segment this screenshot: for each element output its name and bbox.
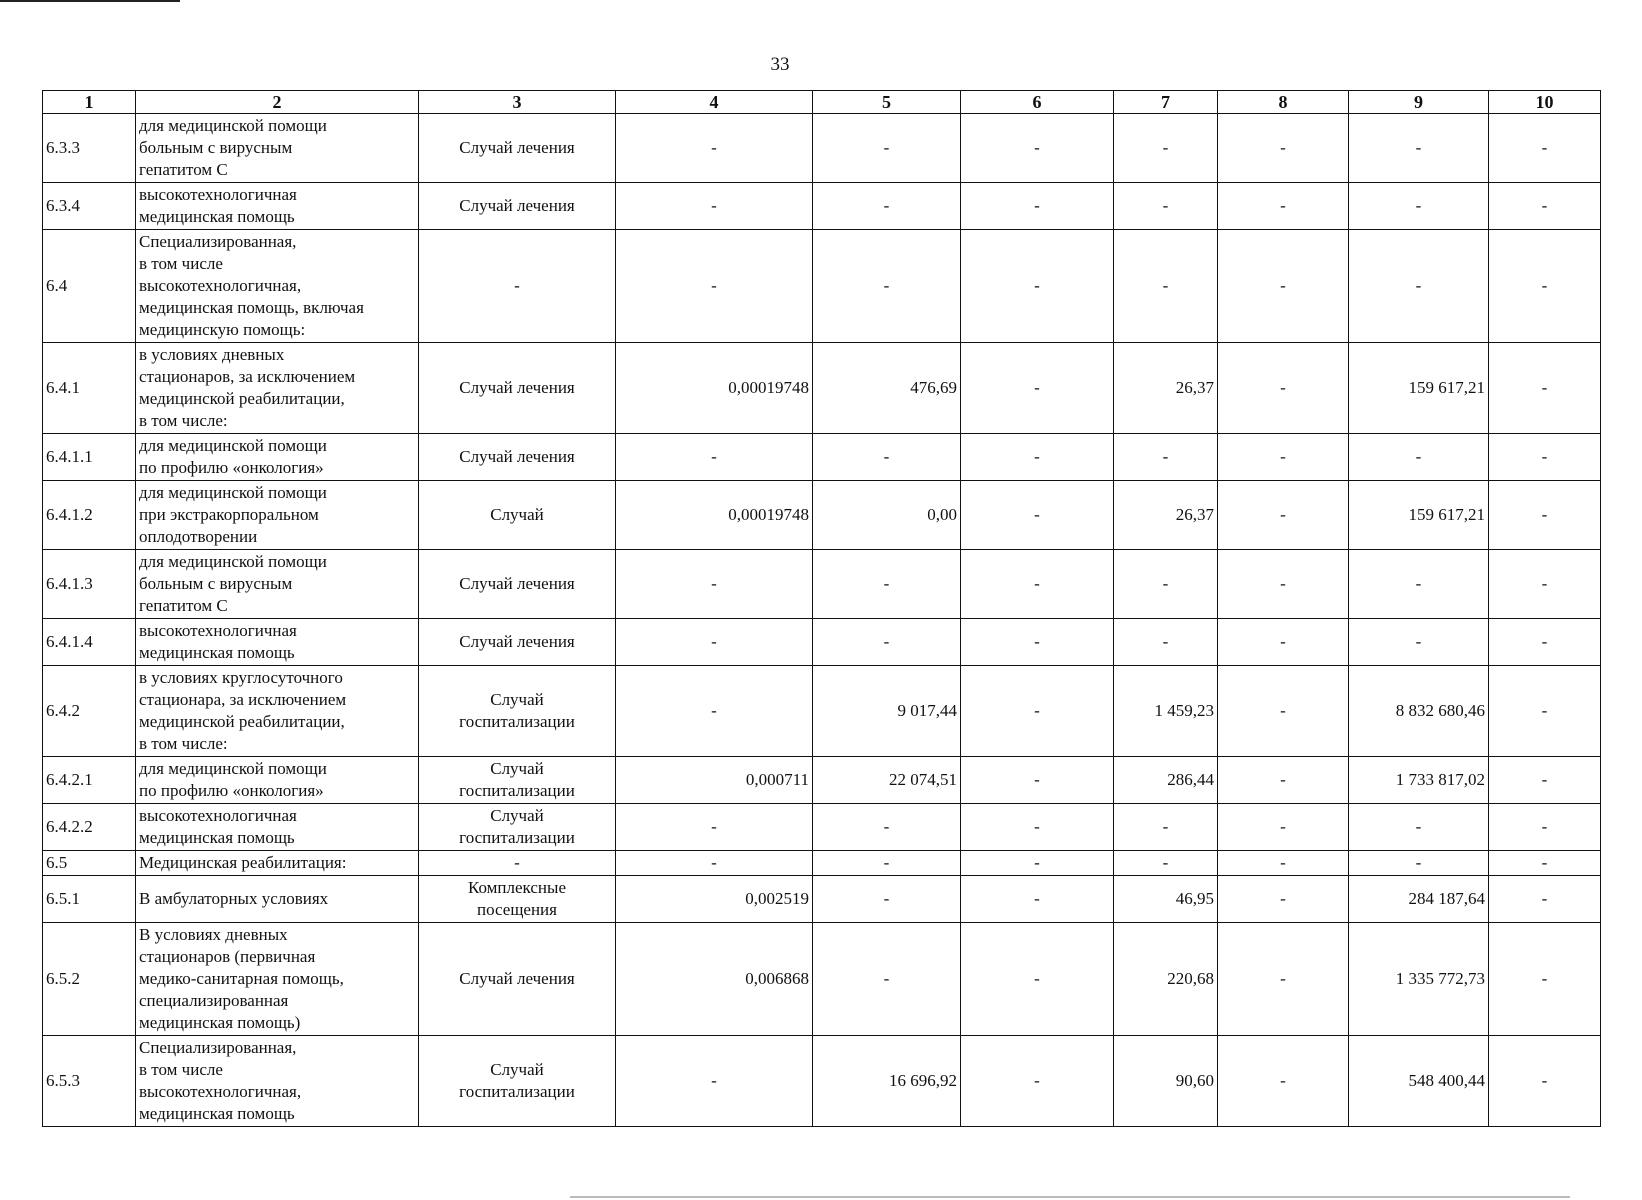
col-6-value: - [961,757,1114,804]
col-6-value: - [961,851,1114,876]
header-cell: 3 [419,91,616,114]
row-unit: Случай [419,481,616,550]
row-code: 6.5.1 [43,876,136,923]
row-unit: Случай лечения [419,619,616,666]
col-9-value: 284 187,64 [1349,876,1489,923]
col-6-value: - [961,434,1114,481]
col-9-value: 159 617,21 [1349,481,1489,550]
col-9-value: - [1349,230,1489,343]
row-code: 6.5 [43,851,136,876]
table-row [43,923,1601,1036]
header-cell: 10 [1489,91,1601,114]
col-4-value: - [616,619,813,666]
col-8-value: - [1218,1036,1349,1127]
col-10-value: - [1489,1036,1601,1127]
col-6-value: - [961,183,1114,230]
row-unit: Случай лечения [419,343,616,434]
col-5-value: 9 017,44 [813,666,961,757]
header-cell: 9 [1349,91,1489,114]
col-7-value: 46,95 [1114,876,1218,923]
col-8-value: - [1218,876,1349,923]
col-9-value: - [1349,550,1489,619]
row-code: 6.4.1.4 [43,619,136,666]
col-9-value: - [1349,619,1489,666]
row-code: 6.4.2.2 [43,804,136,851]
col-6-value: - [961,114,1114,183]
table-row [43,804,1601,851]
col-8-value: - [1218,550,1349,619]
row-name: В амбулаторных условиях [136,876,419,923]
col-10-value: - [1489,804,1601,851]
row-unit: Комплексные посещения [419,876,616,923]
col-7-value: 90,60 [1114,1036,1218,1127]
col-6-value: - [961,481,1114,550]
col-9-value: - [1349,434,1489,481]
col-6-value: - [961,666,1114,757]
header-cell: 2 [136,91,419,114]
row-unit: Случай лечения [419,434,616,481]
col-5-value: - [813,851,961,876]
row-code: 6.4.1.1 [43,434,136,481]
row-name: Специализированная, в том числе высокотехнологичная, медицинская помощь, включая медицинскую помощь: [136,230,419,343]
col-10-value: - [1489,757,1601,804]
col-5-value: - [813,923,961,1036]
col-4-value: - [616,434,813,481]
row-code: 6.3.3 [43,114,136,183]
col-10-value: - [1489,619,1601,666]
col-6-value: - [961,1036,1114,1127]
col-7-value: 1 459,23 [1114,666,1218,757]
col-4-value: - [616,1036,813,1127]
col-6-value: - [961,550,1114,619]
col-8-value: - [1218,230,1349,343]
col-7-value: 220,68 [1114,923,1218,1036]
col-10-value: - [1489,550,1601,619]
col-5-value: - [813,876,961,923]
col-8-value: - [1218,183,1349,230]
col-7-value: 26,37 [1114,343,1218,434]
table-row [43,666,1601,757]
col-4-value: 0,00019748 [616,343,813,434]
col-5-value: - [813,550,961,619]
col-9-value: - [1349,114,1489,183]
col-4-value: 0,00019748 [616,481,813,550]
row-code: 6.4.1 [43,343,136,434]
table-row [43,183,1601,230]
col-7-value: - [1114,183,1218,230]
col-4-value: - [616,114,813,183]
col-9-value: 548 400,44 [1349,1036,1489,1127]
col-8-value: - [1218,851,1349,876]
row-name: в условиях круглосуточного стационара, за исключением медицинской реабилитации, в том числе: [136,666,419,757]
col-7-value: 286,44 [1114,757,1218,804]
header-row [43,91,1601,114]
col-10-value: - [1489,481,1601,550]
col-10-value: - [1489,434,1601,481]
col-10-value: - [1489,114,1601,183]
col-6-value: - [961,619,1114,666]
table-row [43,114,1601,183]
col-8-value: - [1218,481,1349,550]
row-name: для медицинской помощи при экстракорпоральном оплодотворении [136,481,419,550]
col-8-value: - [1218,666,1349,757]
col-7-value: - [1114,114,1218,183]
row-unit: Случай госпитализации [419,1036,616,1127]
row-name: для медицинской помощи по профилю «онкология» [136,757,419,804]
table-row [43,230,1601,343]
row-unit: Случай лечения [419,183,616,230]
col-9-value: 159 617,21 [1349,343,1489,434]
col-7-value: 26,37 [1114,481,1218,550]
col-4-value: 0,006868 [616,923,813,1036]
col-5-value: 16 696,92 [813,1036,961,1127]
table-row [43,343,1601,434]
table-row [43,619,1601,666]
row-unit: Случай госпитализации [419,804,616,851]
col-9-value: - [1349,804,1489,851]
page-number: 33 [770,54,790,75]
col-10-value: - [1489,851,1601,876]
col-5-value: 0,00 [813,481,961,550]
table-row [43,481,1601,550]
col-6-value: - [961,343,1114,434]
col-7-value: - [1114,851,1218,876]
col-5-value: - [813,434,961,481]
col-5-value: 22 074,51 [813,757,961,804]
col-8-value: - [1218,343,1349,434]
col-4-value: - [616,183,813,230]
row-name: для медицинской помощи по профилю «онкология» [136,434,419,481]
col-9-value: 1 733 817,02 [1349,757,1489,804]
row-unit: Случай лечения [419,923,616,1036]
col-5-value: - [813,114,961,183]
col-10-value: - [1489,923,1601,1036]
row-name: высокотехнологичная медицинская помощь [136,804,419,851]
table-row [43,434,1601,481]
row-unit: Случай лечения [419,114,616,183]
col-6-value: - [961,804,1114,851]
row-code: 6.4 [43,230,136,343]
row-unit: - [419,230,616,343]
col-8-value: - [1218,923,1349,1036]
col-4-value: 0,002519 [616,876,813,923]
header-cell: 8 [1218,91,1349,114]
col-8-value: - [1218,757,1349,804]
table-row [43,1036,1601,1127]
col-7-value: - [1114,619,1218,666]
header-cell: 5 [813,91,961,114]
row-code: 6.3.4 [43,183,136,230]
col-5-value: 476,69 [813,343,961,434]
col-5-value: - [813,183,961,230]
top-rule [0,0,180,2]
col-4-value: - [616,230,813,343]
header-cell: 7 [1114,91,1218,114]
col-9-value: - [1349,183,1489,230]
row-unit: Случай госпитализации [419,666,616,757]
col-10-value: - [1489,343,1601,434]
row-code: 6.4.2.1 [43,757,136,804]
col-4-value: - [616,666,813,757]
col-8-value: - [1218,434,1349,481]
col-9-value: 1 335 772,73 [1349,923,1489,1036]
row-unit: Случай лечения [419,550,616,619]
col-5-value: - [813,619,961,666]
row-name: высокотехнологичная медицинская помощь [136,619,419,666]
table-row [43,876,1601,923]
col-7-value: - [1114,804,1218,851]
col-10-value: - [1489,230,1601,343]
col-4-value: - [616,550,813,619]
col-8-value: - [1218,619,1349,666]
row-name: для медицинской помощи больным с вирусным гепатитом С [136,114,419,183]
row-name: В условиях дневных стационаров (первичная медико-санитарная помощь, специализированная медицинская помощь) [136,923,419,1036]
col-9-value: 8 832 680,46 [1349,666,1489,757]
col-10-value: - [1489,876,1601,923]
col-6-value: - [961,923,1114,1036]
row-unit: Случай госпитализации [419,757,616,804]
row-unit: - [419,851,616,876]
col-5-value: - [813,230,961,343]
header-cell: 6 [961,91,1114,114]
col-7-value: - [1114,230,1218,343]
col-10-value: - [1489,183,1601,230]
col-6-value: - [961,876,1114,923]
col-4-value: - [616,804,813,851]
data-table [42,90,1601,1127]
col-7-value: - [1114,434,1218,481]
row-code: 6.4.1.3 [43,550,136,619]
row-code: 6.4.1.2 [43,481,136,550]
col-8-value: - [1218,804,1349,851]
row-code: 6.5.2 [43,923,136,1036]
table-row [43,550,1601,619]
row-code: 6.4.2 [43,666,136,757]
table-row [43,757,1601,804]
col-4-value: 0,000711 [616,757,813,804]
row-name: высокотехнологичная медицинская помощь [136,183,419,230]
col-9-value: - [1349,851,1489,876]
header-cell: 1 [43,91,136,114]
col-5-value: - [813,804,961,851]
col-10-value: - [1489,666,1601,757]
col-6-value: - [961,230,1114,343]
row-name: для медицинской помощи больным с вирусным гепатитом С [136,550,419,619]
header-cell: 4 [616,91,813,114]
row-name: Медицинская реабилитация: [136,851,419,876]
row-name: Специализированная, в том числе высокотехнологичная, медицинская помощь [136,1036,419,1127]
bottom-rule [570,1196,1570,1198]
row-code: 6.5.3 [43,1036,136,1127]
row-name: в условиях дневных стационаров, за исключением медицинской реабилитации, в том числе: [136,343,419,434]
table-row [43,851,1601,876]
col-8-value: - [1218,114,1349,183]
col-4-value: - [616,851,813,876]
col-7-value: - [1114,550,1218,619]
